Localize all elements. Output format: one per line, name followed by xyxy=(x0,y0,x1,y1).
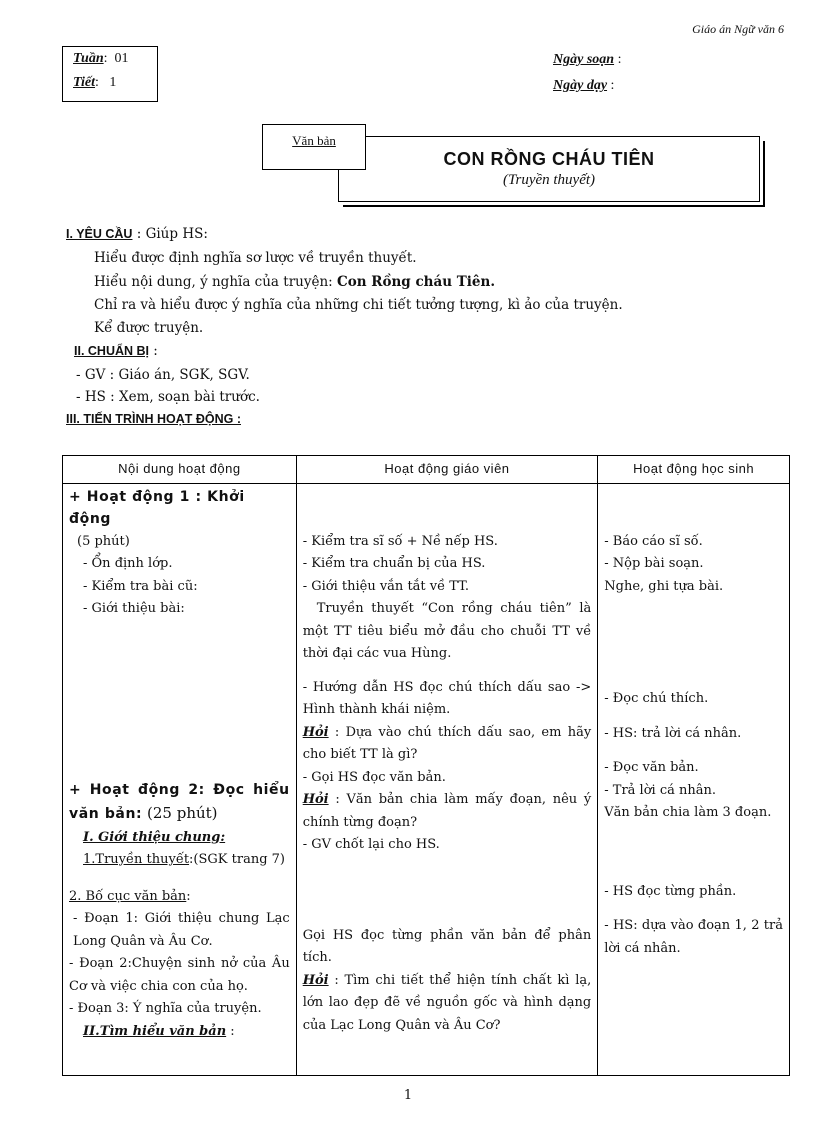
teacher-step: - Kiểm tra chuẩn bị của HS. xyxy=(302,556,486,571)
structure-heading xyxy=(69,886,290,909)
week-label: Tuần xyxy=(73,51,104,66)
student-step: Nghe, ghi tựa bài. xyxy=(604,578,724,594)
genre-tag: Văn bản xyxy=(292,133,336,148)
student-step: - HS: trả lời cá nhân. xyxy=(604,725,742,741)
explore-label: II.Tìm hiểu văn bản xyxy=(83,1023,227,1039)
legend-label: 1.Truyền thuyết xyxy=(83,852,190,867)
legend-ref: :(SGK trang 7) xyxy=(189,852,285,867)
table-header-row xyxy=(63,456,790,484)
question-label: Hỏi xyxy=(302,972,329,988)
preparation-section xyxy=(74,343,158,359)
student-step: - HS đọc từng phần. xyxy=(604,883,737,899)
structure-part: - Đoạn 1: Giới thiệu chung Lạc Long Quân và Âu Cơ. xyxy=(73,911,290,949)
requirement-item: Kể được truyện. xyxy=(94,320,204,336)
taught-date-label: Ngày dạy xyxy=(553,78,608,93)
question-text: : Văn bản chia làm mấy đoạn, nêu ý chính từng đoạn? xyxy=(302,792,592,830)
student-step: - Đọc văn bản. xyxy=(604,760,699,775)
preparation-item: - GV : Giáo án, SGK, SGV. xyxy=(76,367,250,383)
structure-label: 2. Bố cục văn bản xyxy=(69,888,187,904)
explore-heading xyxy=(69,1021,290,1044)
week-value: 01 xyxy=(114,51,129,66)
activity1-step: - Kiểm tra bài cũ: xyxy=(83,578,198,594)
activity1-title: + Hoạt động 1 : Khởi động xyxy=(69,488,245,527)
student-cell xyxy=(598,483,790,1075)
teacher-step: - Kiểm tra sĩ số + Nề nếp HS. xyxy=(302,533,498,549)
question-label: Hỏi xyxy=(302,792,329,807)
teacher-intro-paragraph: Truyền thuyết “Con rồng cháu tiên” là một TT tiêu biểu mở đầu cho chuỗi TT về thời đại các vua Hùng. xyxy=(302,601,592,661)
teacher-cell xyxy=(296,483,598,1075)
period-label: Tiết xyxy=(73,75,96,90)
question-label: Hỏi xyxy=(302,724,329,740)
story-name: Con Rồng cháu Tiên. xyxy=(337,274,496,290)
teacher-question xyxy=(303,722,592,767)
requirement-item: Chỉ ra và hiểu được ý nghĩa của những chi tiết tưởng tượng, kì ảo của truyện. xyxy=(94,297,623,313)
teacher-step: - Gọi HS đọc văn bản. xyxy=(302,769,446,785)
period-value: 1 xyxy=(109,75,117,90)
activity2-title xyxy=(69,779,290,827)
requirement-item: Hiểu được định nghĩa sơ lược về truyền thuyết. xyxy=(94,250,417,266)
structure-colon: : xyxy=(186,888,191,904)
column-header: Hoạt động học sinh xyxy=(598,456,790,484)
activity2-time: (25 phút) xyxy=(142,804,218,822)
teacher-step: - GV chốt lại cho HS. xyxy=(302,837,440,852)
activity-table xyxy=(62,455,790,1076)
activity1-time: (5 phút) xyxy=(77,533,130,549)
student-step: Văn bản chia làm 3 đoạn. xyxy=(604,805,772,820)
student-step: - HS: dựa vào đoạn 1, 2 trả lời cá nhân. xyxy=(604,918,783,956)
student-step: - Nộp bài soạn. xyxy=(604,556,704,571)
legend-item xyxy=(69,849,290,872)
activity1-step: - Ổn định lớp. xyxy=(83,556,173,571)
column-header: Nội dung hoạt động xyxy=(63,456,297,484)
requirements-intro: : Giúp HS: xyxy=(132,226,208,242)
activity1-step: - Giới thiệu bài: xyxy=(83,601,185,616)
student-step: - Trả lời cá nhân. xyxy=(604,782,716,798)
header-course-note: Giáo án Ngữ văn 6 xyxy=(692,22,784,36)
student-step: - Đọc chú thích. xyxy=(604,691,709,706)
student-step: - Báo cáo sĩ số. xyxy=(604,533,703,549)
process-heading: III. TIẾN TRÌNH HOẠT ĐỘNG : xyxy=(66,412,241,426)
table-row xyxy=(63,483,790,1075)
dates-block: Ngày soạn : Ngày dạy : xyxy=(553,52,622,93)
preparation-heading: II. CHUẨN BỊ xyxy=(74,344,149,358)
explore-colon: : xyxy=(226,1023,235,1039)
requirements-heading: I. YÊU CẦU xyxy=(66,227,133,241)
question-text: : Dựa vào chú thích dấu sao, em hãy cho biết TT là gì? xyxy=(302,724,592,762)
structure-part: - Đoạn 3: Ý nghĩa của truyện. xyxy=(69,1001,262,1016)
column-header: Hoạt động giáo viên xyxy=(296,456,598,484)
lesson-title: CON RỒNG CHÁU TIÊN xyxy=(443,149,655,169)
genre-tag-scroll xyxy=(262,124,366,170)
prepared-date-label: Ngày soạn xyxy=(553,52,615,67)
question-text: : Tìm chi tiết thể hiện tính chất kì lạ, lớn lao đẹp đẽ về nguồn gốc và hình dạng của Lạc Long Quân và Âu Cơ? xyxy=(302,972,592,1033)
page-number: 1 xyxy=(403,1088,413,1103)
teacher-question xyxy=(303,970,592,1038)
content-cell xyxy=(63,483,297,1075)
teacher-step: - Giới thiệu vắn tắt về TT. xyxy=(302,578,470,594)
requirements-section xyxy=(66,226,208,242)
intro-heading: I. Giới thiệu chung: xyxy=(83,829,226,845)
preparation-colon: : xyxy=(149,343,158,359)
lesson-subtitle: (Truyền thuyết) xyxy=(502,172,596,188)
preparation-item: - HS : Xem, soạn bài trước. xyxy=(76,389,260,405)
structure-part: - Đoạn 2:Chuyện sinh nở của Âu Cơ và việc chia con của họ. xyxy=(69,956,290,994)
title-box xyxy=(338,136,760,202)
requirement-text: Hiểu nội dung, ý nghĩa của truyện: xyxy=(94,274,337,290)
requirement-item xyxy=(94,274,495,290)
activity2-label: + Hoạt động 2: Đọc hiểu văn bản: xyxy=(69,781,290,822)
teacher-guide: - Hướng dẫn HS đọc chú thích dấu sao -> Hình thành khái niệm. xyxy=(302,679,592,717)
teacher-step: Gọi HS đọc từng phần văn bản để phân tích. xyxy=(302,927,592,965)
week-period-box: Tuần: 01 Tiết: 1 xyxy=(62,46,158,102)
teacher-question xyxy=(303,789,592,834)
